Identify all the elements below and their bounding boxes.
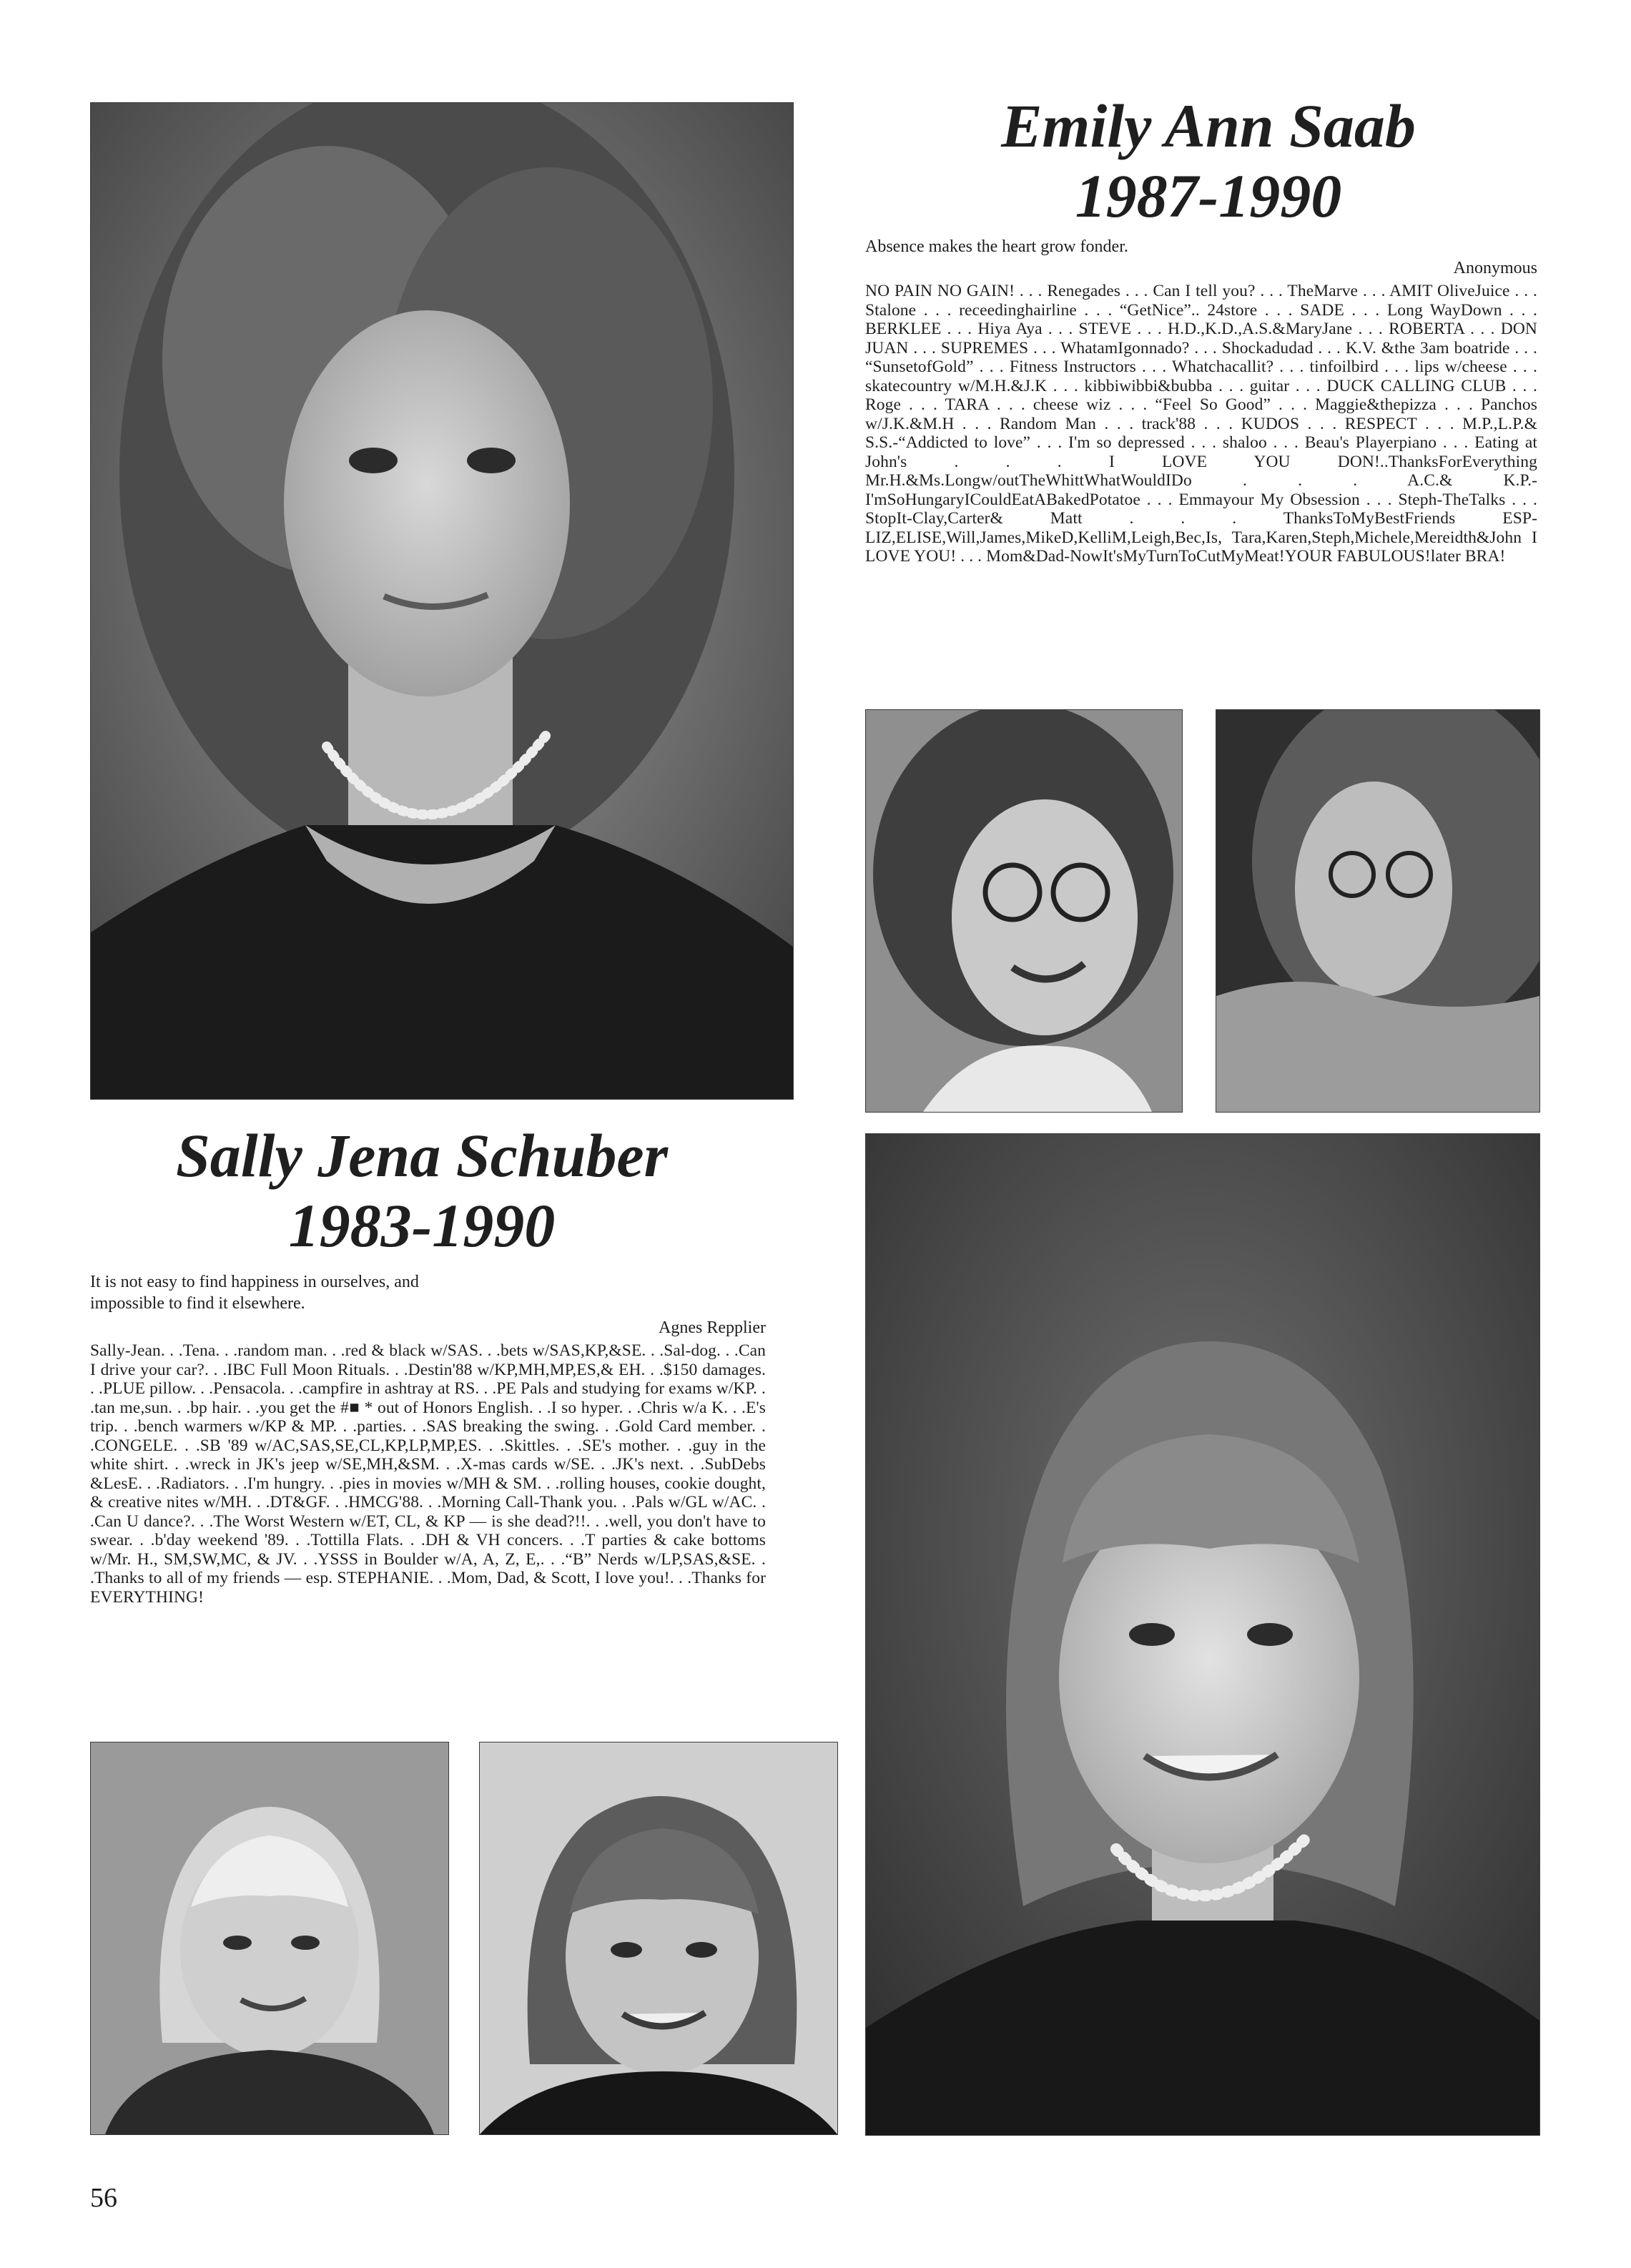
emily-quote: Absence makes the heart grow fonder. [865, 237, 1128, 256]
sally-body-text: Sally-Jean. . .Tena. . .random man. . .red & black w/SAS. . .bets w/SAS,KP,&SE. . .Sal-dog. . .Can I drive your car?. . .IBC Full Moon Rituals. . .Destin'88 w/KP,MH,MP,ES,& EH. . .$150 damages. . .PLUE pillow. . .Pensacola. . .campfire in ashtray at RS. . .PE Pals and studying for exams w/KP. . .tan me,sun. . .bp hair. . .you get the #■ * out of Honors English. . .I so hyper. . .Chris w/a K. . .E's trip. . .bench warmers w/KP & MP. . .parties. . .SAS breaking the swing. . .Gold Card member. . .CONGELE. . .SB '89 w/AC,SAS,SE,CL,KP,LP,MP,ES. . .Skittles. . .SE's mother. . .guy in the white shirt. . .wreck in JK's jeep w/SE,MH,&SM. . .X-mas cards w/SE. . .JK's next. . .SubDebs &LesE. . .Radiators. . .I'm hungry. . .pies in movies w/MH & SM. . .rolling houses, cookie dought, & creative nites w/MH. . .DT&GF. . .HMCG'88. . .Morning Call-Thank you. . .Pals w/GL w/AC. . .Can U dance?. . .The Worst Western w/ET, CL, & KP — is she dead?!!. . .well, you don't have to swear. . .b'day weekend '89. . .Tottilla Flats. . .DH & VH concers. . .T parties & cake bottoms w/Mr. H., SM,SW,MC, & JV. . .YSSS in Boulder w/A, A, Z, E,. . .“B” Nerds w/LP,SAS,&SE. . .Thanks to all of my friends — esp. STEPHANIE. . .Mom, Dad, & Scott, I love you!. . .Thanks for EVERYTHING! [90, 1341, 766, 1607]
sally-quote-author: Agnes Repplier [659, 1318, 766, 1337]
sally-quote: It is not easy to find happiness in ourselves, and impossible to find it elsewhere. [90, 1273, 419, 1313]
emily-heading [879, 92, 1537, 230]
emily-quote-author: Anonymous [1453, 259, 1537, 277]
emily-candid-photo-1 [865, 709, 1183, 1113]
sally-heading [93, 1121, 751, 1260]
page-number: 56 [90, 2183, 117, 2213]
emily-candid-photo-2 [1216, 709, 1540, 1113]
sally-portrait-photo [865, 1133, 1540, 2136]
sally-candid-photo-2 [479, 1742, 838, 2135]
emily-years: 1987-1990 [1075, 162, 1342, 230]
sally-candid-photo-1 [90, 1742, 449, 2135]
emily-portrait-photo [90, 102, 794, 1100]
emily-name: Emily Ann Saab [1001, 92, 1416, 160]
emily-body-text: NO PAIN NO GAIN! . . . Renegades . . . Can I tell you? . . . TheMarve . . . AMIT OliveJuice . . . Stalone . . . receedinghairline . . . “GetNice”.. 24store . . . SADE . . . Long WayDown . . . BERKLEE . . . Hiya Aya . . . STEVE . . . H.D.,K.D.,A.S.&MaryJane . . . ROBERTA . . . DON JUAN . . . SUPREMES . . . WhatamIgonnado? . . . Shockadudad . . . K.V. &the 3am boatride . . . “SunsetofGold” . . . Fitness Instructors . . . Whatchacallit? . . . tinfoilbird . . . lips w/cheese . . . skatecountry w/M.H.&J.K . . . kibbiwibbi&bubba . . . guitar . . . DUCK CALLING CLUB . . . Roge . . . TARA . . . cheese wiz . . . “Feel So Good” . . . Maggie&thepizza . . . Panchos w/J.K.&M.H . . . Random Man . . . track'88 . . . KUDOS . . . RESPECT . . . M.P.,L.P.& S.S.-“Addicted to love” . . . I'm so depressed . . . shaloo . . . Beau's Playerpiano . . . Eating at John's . . . I LOVE YOU DON!..ThanksForEverything Mr.H.&Ms.Longw/outTheWhittWhatWouldIDo . . . A.C.& K.P.-I'mSoHungaryICouldEatABakedPotatoe . . . Emmayour My Obsession . . . Steph-TheTalks . . . StopIt-Clay,Carter& Matt . . . ThanksToMyBestFriends ESP-LIZ,ELISE,Will,James,MikeD,KelliM,Leigh,Bec,Is, Tara,Karen,Steph,Michele,Mereidth&John I LOVE YOU! . . . Mom&Dad-NowIt'sMyTurnToCutMyMeat!YOUR FABULOUS!later BRA! [865, 282, 1537, 566]
sally-name: Sally Jena Schuber [175, 1121, 669, 1190]
sally-years: 1983-1990 [288, 1191, 556, 1260]
